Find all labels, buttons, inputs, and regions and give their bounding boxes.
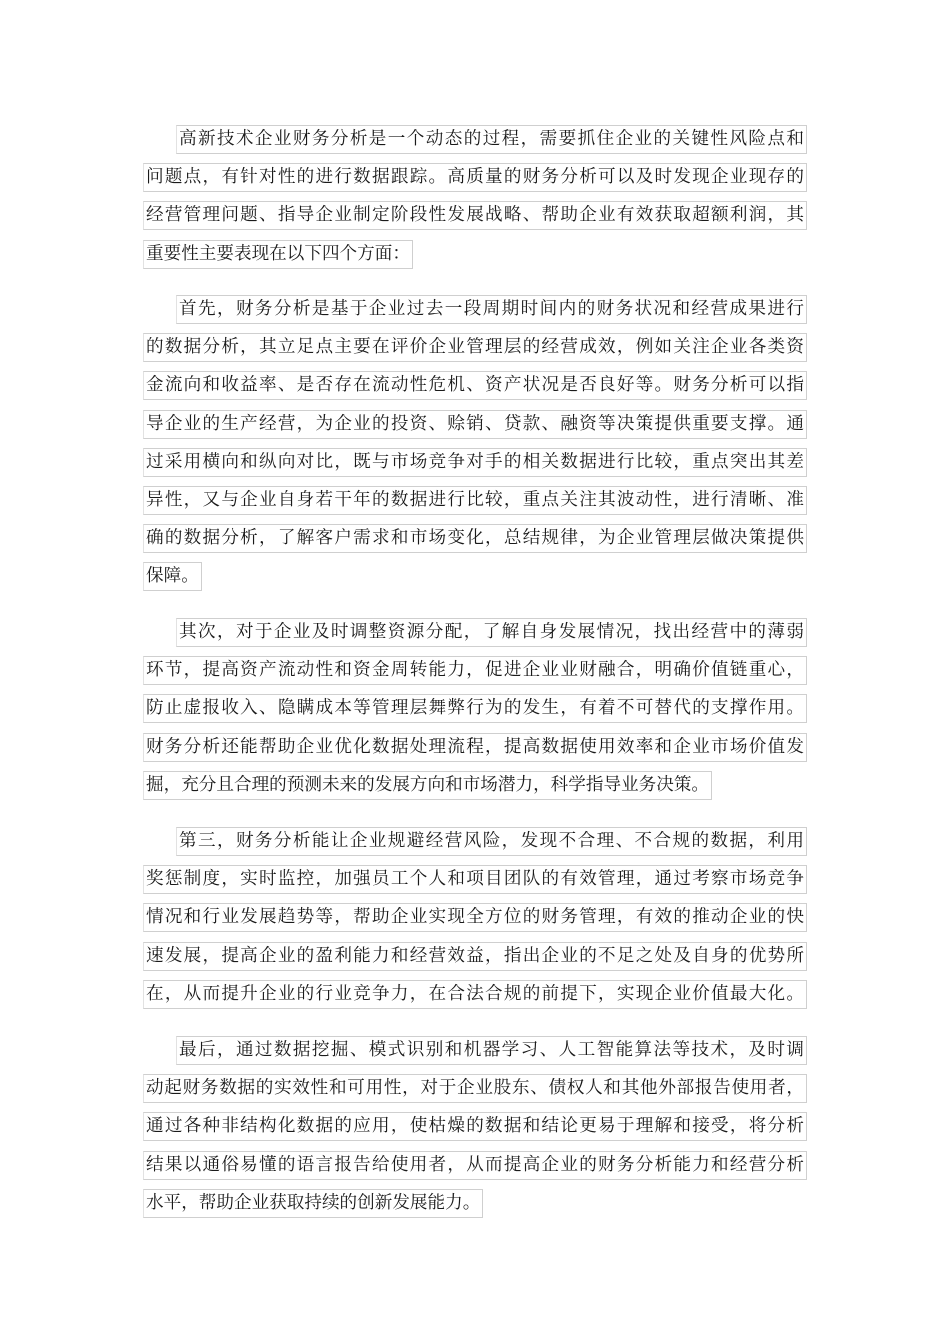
paragraph-line: 动起财务数据的实效性和可用性，对于企业股东、债权人和其他外部报告使用者， [143, 1069, 807, 1107]
paragraph-line: 其次，对于企业及时调整资源分配，了解自身发展情况，找出经营中的薄弱 [143, 613, 807, 651]
paragraph-line: 金流向和收益率、是否存在流动性危机、资产状况是否良好等。财务分析可以指 [143, 366, 807, 404]
paragraph-line: 防止虚报收入、隐瞒成本等管理层舞弊行为的发生，有着不可替代的支撑作用。 [143, 689, 807, 727]
paragraph-line: 第三，财务分析能让企业规避经营风险，发现不合理、不合规的数据，利用 [143, 822, 807, 860]
paragraph-5 [143, 1031, 807, 1222]
paragraph-1 [143, 120, 807, 273]
paragraph-line: 水平，帮助企业获取持续的创新发展能力。 [143, 1184, 807, 1222]
paragraph-line: 确的数据分析，了解客户需求和市场变化，总结规律，为企业管理层做决策提供 [143, 519, 807, 557]
paragraph-line: 问题点，有针对性的进行数据跟踪。高质量的财务分析可以及时发现企业现存的 [143, 158, 807, 196]
paragraph-line: 情况和行业发展趋势等，帮助企业实现全方位的财务管理，有效的推动企业的快 [143, 898, 807, 936]
paragraph-line: 保障。 [143, 557, 807, 595]
paragraph-3 [143, 613, 807, 804]
paragraph-line: 经营管理问题、指导企业制定阶段性发展战略、帮助企业有效获取超额利润，其 [143, 196, 807, 234]
paragraph-line: 在，从而提升企业的行业竞争力，在合法合规的前提下，实现企业价值最大化。 [143, 975, 807, 1013]
paragraph-line: 奖惩制度，实时监控，加强员工个人和项目团队的有效管理，通过考察市场竞争 [143, 860, 807, 898]
paragraph-4 [143, 822, 807, 1013]
paragraph-line: 导企业的生产经营，为企业的投资、赊销、贷款、融资等决策提供重要支撑。通 [143, 405, 807, 443]
paragraph-2 [143, 290, 807, 596]
paragraph-line: 速发展，提高企业的盈利能力和经营效益，指出企业的不足之处及自身的优势所 [143, 937, 807, 975]
paragraph-line: 掘，充分且合理的预测未来的发展方向和市场潜力，科学指导业务决策。 [143, 766, 807, 804]
paragraph-line: 财务分析还能帮助企业优化数据处理流程，提高数据使用效率和企业市场价值发 [143, 728, 807, 766]
paragraph-line: 的数据分析，其立足点主要在评价企业管理层的经营成效，例如关注企业各类资 [143, 328, 807, 366]
paragraph-line: 最后，通过数据挖掘、模式识别和机器学习、人工智能算法等技术，及时调 [143, 1031, 807, 1069]
paragraph-line: 高新技术企业财务分析是一个动态的过程，需要抓住企业的关键性风险点和 [143, 120, 807, 158]
paragraph-line: 首先，财务分析是基于企业过去一段周期时间内的财务状况和经营成果进行 [143, 290, 807, 328]
paragraph-line: 结果以通俗易懂的语言报告给使用者，从而提高企业的财务分析能力和经营分析 [143, 1146, 807, 1184]
paragraph-line: 环节，提高资产流动性和资金周转能力，促进企业业财融合，明确价值链重心， [143, 651, 807, 689]
paragraph-line: 异性，又与企业自身若干年的数据进行比较，重点关注其波动性，进行清晰、准 [143, 481, 807, 519]
paragraph-line: 通过各种非结构化数据的应用，使枯燥的数据和结论更易于理解和接受，将分析 [143, 1107, 807, 1145]
paragraph-line: 重要性主要表现在以下四个方面： [143, 235, 807, 273]
paragraph-line: 过采用横向和纵向对比，既与市场竞争对手的相关数据进行比较，重点突出其差 [143, 443, 807, 481]
